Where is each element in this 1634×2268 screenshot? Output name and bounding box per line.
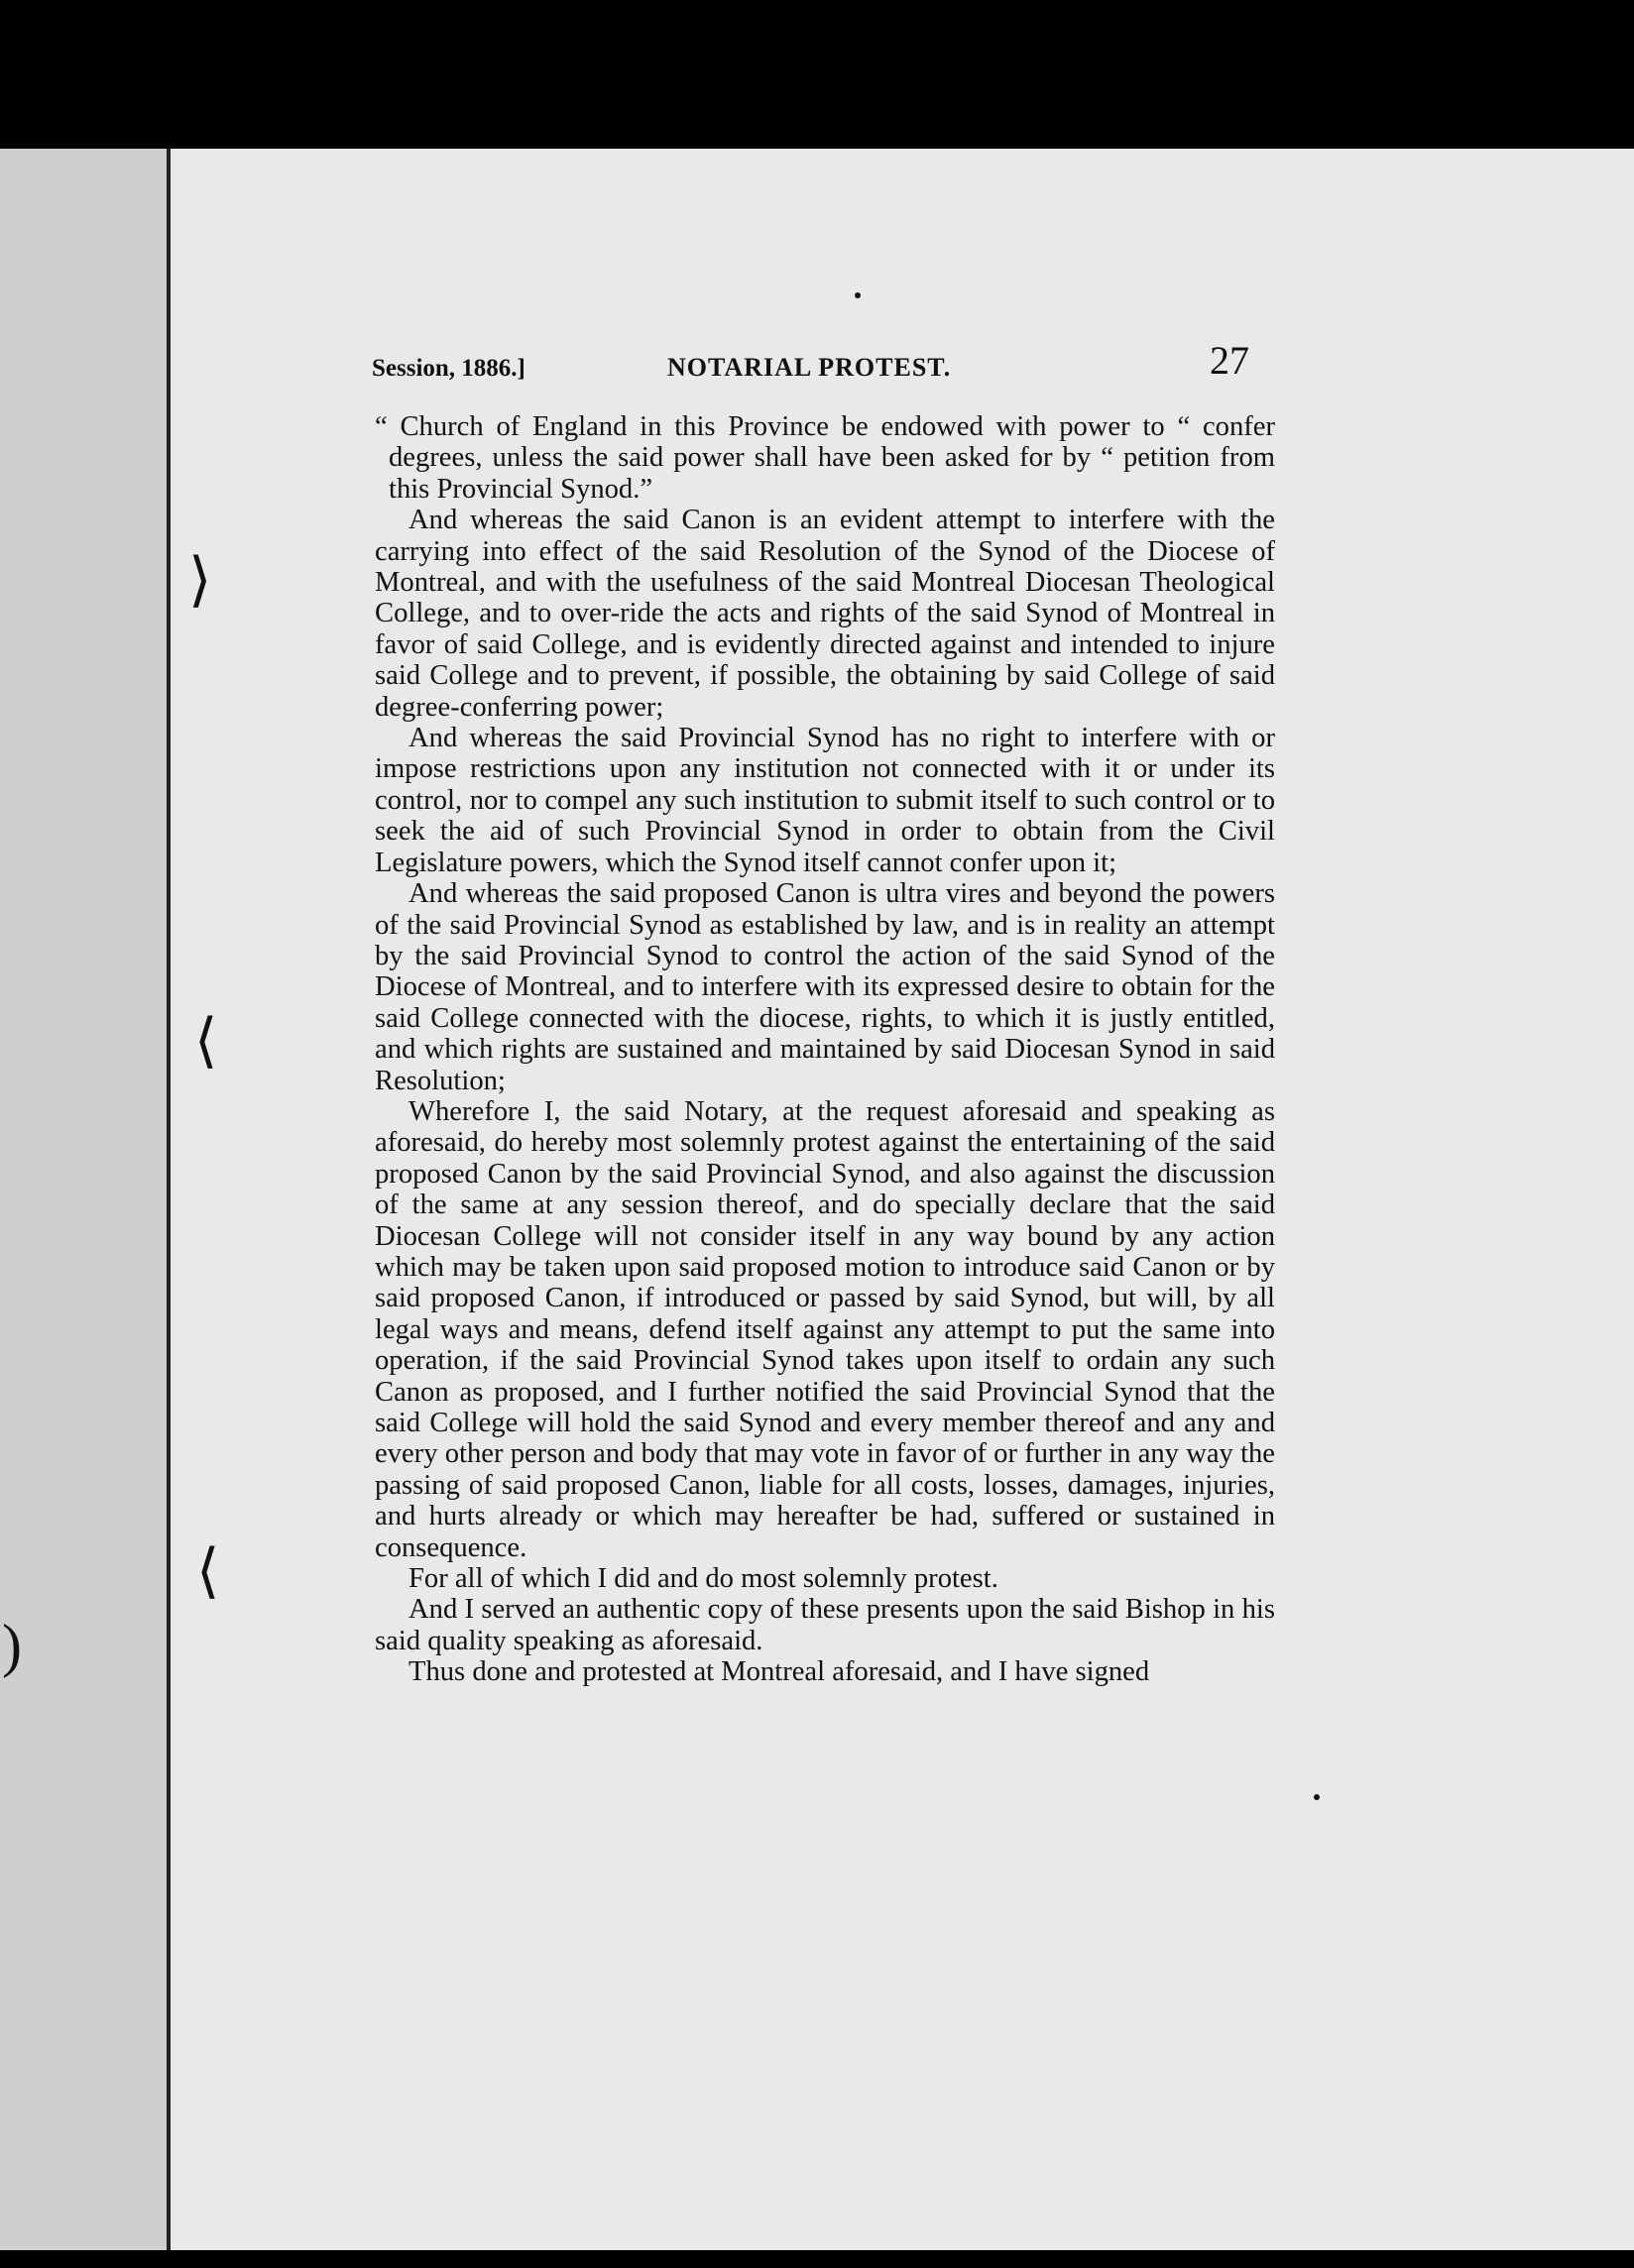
left-page-edge	[0, 149, 171, 2250]
running-title: NOTARIAL PROTEST.	[667, 353, 952, 382]
paragraph: Thus done and protested at Montreal aforesaid, and I have signed	[408, 1656, 1150, 1688]
paragraph: And whereas the said Canon is an evident attempt to interfere with the carrying into effect of the said Resolution of the Synod of the Diocese of Montreal, and with the usefulness of the said Montreal Diocesan Theological College, and to over-ride the acts and rights of the said Synod of Montreal in favor of said College, and is evidently directed against and intended to injure said College and to prevent, if possible, the obtaining by said College of said degree-conferring power;	[375, 505, 1275, 723]
quoted-paragraph: “ Church of England in this Province be endowed with power to “ confer degrees, unless the said power shall have been asked for by “ petition from this Provincial Synod.”	[375, 411, 1275, 505]
margin-bracket-mark: ⟩	[188, 547, 212, 613]
paragraph: And whereas the said Provincial Synod has no right to interfere with or impose restrictions upon any institution not connected with it or under its control, nor to compel any such institution to submit itself to such control or to seek the aid of such Provincial Synod in order to obtain from the Civil Legislature powers, which the Synod itself cannot confer upon it;	[375, 723, 1275, 878]
margin-bracket-mark: ⟨	[196, 1538, 220, 1604]
paragraph: And I served an authentic copy of these presents upon the said Bishop in his said quality speaking as aforesaid.	[375, 1594, 1275, 1656]
session-label: Session, 1886.]	[372, 355, 525, 382]
paragraph: Wherefore I, the said Notary, at the request aforesaid and speaking as aforesaid, do hereby most solemnly protest against the entertaining of the said proposed Canon by the said Provincial Synod, and also against the discussion of the same at any session thereof, and do specially declare that the said Diocesan College will not consider itself in any way bound by any action which may be taken upon said proposed motion to introduce said Canon or by said proposed Canon, if introduced or passed by said Synod, but will, by all legal ways and means, defend itself against any attempt to put the same into operation, if the said Provincial Synod takes upon itself to ordain any such Canon as proposed, and I further notified the said Provincial Synod that the said College will hold the said Synod and every member thereof and any and every other person and body that may vote in favor of or further in any way the passing of said proposed Canon, liable for all costs, losses, damages, injuries, and hurts already or which may hereafter be had, suffered or sustained in consequence.	[375, 1095, 1275, 1563]
paragraph: And whereas the said proposed Canon is ultra vires and beyond the powers of the said Provincial Synod as established by law, and is in reality an attempt by the said Provincial Synod to control the action of the said Synod of the Diocese of Montreal, and to interfere with its expressed desire to obtain for the said College connected with the diocese, rights, to which it is justly entitled, and which rights are sustained and maintained by said Diocesan Synod in said Resolution;	[375, 878, 1275, 1096]
margin-bracket-mark: )	[2, 1613, 22, 1678]
margin-bracket-mark: ⟨	[194, 1008, 218, 1074]
page-header	[372, 337, 1259, 387]
page-number: 27	[1210, 338, 1249, 383]
document-body	[375, 411, 1275, 1688]
speck-mark	[855, 292, 861, 298]
speck-mark	[1314, 1794, 1320, 1800]
paragraph: For all of which I did and do most solemnly protest.	[408, 1563, 998, 1595]
